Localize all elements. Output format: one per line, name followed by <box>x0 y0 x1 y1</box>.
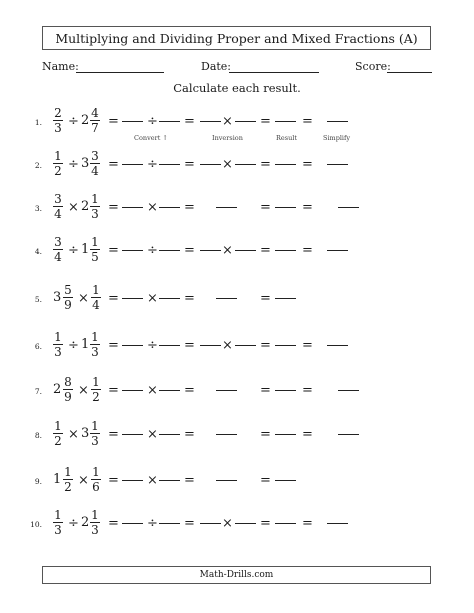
problem-row <box>0 504 474 540</box>
fraction-b <box>91 465 101 494</box>
date-label: Date: <box>201 60 232 73</box>
divide-sign: ÷ <box>147 243 158 258</box>
answer-blank[interactable] <box>235 164 256 165</box>
denominator: 3 <box>91 434 99 448</box>
operator: ÷ <box>68 157 79 172</box>
numerator: 4 <box>91 106 99 120</box>
numerator: 1 <box>92 283 100 297</box>
problem-row <box>0 231 474 267</box>
answer-blank[interactable] <box>275 250 296 251</box>
answer-blank[interactable] <box>338 434 359 435</box>
equals-sign: = <box>108 114 119 129</box>
equals-sign: = <box>302 114 313 129</box>
answer-blank[interactable] <box>159 523 180 524</box>
denominator: 2 <box>64 480 72 494</box>
equals-sign: = <box>260 157 271 172</box>
operator: × <box>78 383 89 398</box>
denominator: 3 <box>91 523 99 537</box>
times-sign: × <box>147 291 158 306</box>
problem-row <box>0 102 474 138</box>
answer-blank[interactable] <box>235 523 256 524</box>
hint-inversion: Inversion <box>212 134 243 142</box>
footer: Math-Drills.com <box>42 566 431 584</box>
answer-blank[interactable] <box>216 434 237 435</box>
fraction-b <box>91 375 101 404</box>
denominator: 3 <box>91 345 99 359</box>
whole-a: 2 <box>53 382 62 397</box>
answer-blank[interactable] <box>338 207 359 208</box>
denominator: 3 <box>54 345 62 359</box>
denominator: 9 <box>64 390 72 404</box>
answer-blank[interactable] <box>159 164 180 165</box>
fraction-a <box>53 106 63 135</box>
fraction-a <box>53 235 63 264</box>
denominator: 3 <box>54 121 62 135</box>
equals-sign: = <box>108 383 119 398</box>
operator: × <box>68 427 79 442</box>
answer-blank[interactable] <box>216 390 237 391</box>
answer-blank[interactable] <box>159 298 180 299</box>
operator: × <box>68 200 79 215</box>
problem-number: 5. <box>34 295 42 304</box>
answer-blank[interactable] <box>200 523 221 524</box>
answer-blank[interactable] <box>275 298 296 299</box>
answer-blank[interactable] <box>327 121 348 122</box>
denominator: 9 <box>64 298 72 312</box>
numerator: 3 <box>54 192 62 206</box>
operator: × <box>78 473 89 488</box>
answer-blank[interactable] <box>275 164 296 165</box>
operator: ÷ <box>68 516 79 531</box>
times-sign: × <box>222 516 233 531</box>
answer-blank[interactable] <box>159 207 180 208</box>
info-row <box>0 60 474 74</box>
problem-number: 10. <box>30 520 42 529</box>
answer-blank[interactable] <box>327 345 348 346</box>
numerator: 1 <box>91 192 99 206</box>
answer-blank[interactable] <box>275 390 296 391</box>
equals-sign: = <box>302 243 313 258</box>
worksheet-title: Multiplying and Dividing Proper and Mixed Fractions (A) <box>42 26 431 50</box>
equals-sign: = <box>184 114 195 129</box>
numerator: 8 <box>64 375 72 389</box>
divide-sign: ÷ <box>147 338 158 353</box>
equals-sign: = <box>108 243 119 258</box>
numerator: 5 <box>64 283 72 297</box>
problem-row <box>0 415 474 451</box>
answer-blank[interactable] <box>159 250 180 251</box>
problem-row <box>0 279 474 315</box>
answer-blank[interactable] <box>235 121 256 122</box>
whole-a: 1 <box>53 472 62 487</box>
equals-sign: = <box>260 427 271 442</box>
problem-number: 7. <box>34 387 42 396</box>
problem-number: 8. <box>34 431 42 440</box>
answer-blank[interactable] <box>122 390 143 391</box>
answer-blank[interactable] <box>122 207 143 208</box>
answer-blank[interactable] <box>275 480 296 481</box>
equals-sign: = <box>108 338 119 353</box>
equals-sign: = <box>108 291 119 306</box>
answer-blank[interactable] <box>200 121 221 122</box>
equals-sign: = <box>302 338 313 353</box>
numerator: 1 <box>54 149 62 163</box>
times-sign: × <box>222 338 233 353</box>
score-line[interactable] <box>387 72 432 73</box>
divide-sign: ÷ <box>147 516 158 531</box>
answer-blank[interactable] <box>159 480 180 481</box>
equals-sign: = <box>184 157 195 172</box>
whole-b: 2 <box>81 515 90 530</box>
equals-sign: = <box>260 473 271 488</box>
operator: ÷ <box>68 338 79 353</box>
fraction-b <box>91 283 101 312</box>
equals-sign: = <box>108 473 119 488</box>
equals-sign: = <box>108 427 119 442</box>
times-sign: × <box>147 473 158 488</box>
denominator: 4 <box>91 164 99 178</box>
denominator: 4 <box>92 298 100 312</box>
denominator: 7 <box>91 121 99 135</box>
denominator: 4 <box>54 250 62 264</box>
fraction-b <box>90 508 100 537</box>
denominator: 2 <box>54 434 62 448</box>
numerator: 3 <box>54 235 62 249</box>
answer-blank[interactable] <box>159 345 180 346</box>
equals-sign: = <box>260 516 271 531</box>
answer-blank[interactable] <box>159 121 180 122</box>
answer-blank[interactable] <box>159 390 180 391</box>
fraction-b <box>90 419 100 448</box>
fraction-a <box>63 465 73 494</box>
fraction-a <box>53 192 63 221</box>
answer-blank[interactable] <box>275 207 296 208</box>
denominator: 3 <box>91 207 99 221</box>
problem-number: 1. <box>34 118 42 127</box>
whole-b: 1 <box>81 337 90 352</box>
answer-blank[interactable] <box>275 121 296 122</box>
instructions: Calculate each result. <box>173 81 301 95</box>
problem-row <box>0 371 474 407</box>
equals-sign: = <box>184 473 195 488</box>
numerator: 1 <box>54 330 62 344</box>
times-sign: × <box>147 427 158 442</box>
problem-number: 3. <box>34 204 42 213</box>
hint-convert: Convert ↑ <box>134 134 168 142</box>
name-label: Name: <box>42 60 79 73</box>
fraction-b <box>90 330 100 359</box>
answer-blank[interactable] <box>216 298 237 299</box>
answer-blank[interactable] <box>159 434 180 435</box>
answer-blank[interactable] <box>122 298 143 299</box>
whole-b: 1 <box>81 242 90 257</box>
answer-blank[interactable] <box>275 434 296 435</box>
answer-blank[interactable] <box>122 434 143 435</box>
numerator: 1 <box>92 375 100 389</box>
answer-blank[interactable] <box>235 250 256 251</box>
equals-sign: = <box>260 383 271 398</box>
numerator: 3 <box>91 149 99 163</box>
answer-blank[interactable] <box>122 121 143 122</box>
equals-sign: = <box>184 200 195 215</box>
answer-blank[interactable] <box>216 207 237 208</box>
equals-sign: = <box>108 200 119 215</box>
score-label: Score: <box>355 60 391 73</box>
problem-row <box>0 188 474 224</box>
fraction-a <box>53 149 63 178</box>
denominator: 2 <box>54 164 62 178</box>
answer-blank[interactable] <box>327 164 348 165</box>
numerator: 1 <box>54 419 62 433</box>
answer-blank[interactable] <box>275 523 296 524</box>
equals-sign: = <box>184 243 195 258</box>
fraction-a <box>53 419 63 448</box>
date-line[interactable] <box>229 72 319 73</box>
times-sign: × <box>222 243 233 258</box>
fraction-b <box>90 106 100 135</box>
whole-b: 3 <box>81 156 90 171</box>
equals-sign: = <box>302 383 313 398</box>
fraction-a <box>63 283 73 312</box>
hint-result: Result <box>276 134 297 142</box>
times-sign: × <box>222 114 233 129</box>
equals-sign: = <box>184 383 195 398</box>
answer-blank[interactable] <box>327 250 348 251</box>
answer-blank[interactable] <box>200 345 221 346</box>
problem-number: 2. <box>34 161 42 170</box>
problem-row <box>0 326 474 362</box>
numerator: 1 <box>91 330 99 344</box>
equals-sign: = <box>302 516 313 531</box>
denominator: 6 <box>92 480 100 494</box>
problem-row <box>0 461 474 497</box>
equals-sign: = <box>184 516 195 531</box>
fraction-b <box>90 235 100 264</box>
numerator: 2 <box>54 106 62 120</box>
times-sign: × <box>222 157 233 172</box>
answer-blank[interactable] <box>122 345 143 346</box>
answer-blank[interactable] <box>216 480 237 481</box>
name-line[interactable] <box>76 72 164 73</box>
operator: ÷ <box>68 114 79 129</box>
numerator: 1 <box>91 419 99 433</box>
equals-sign: = <box>260 338 271 353</box>
numerator: 1 <box>54 508 62 522</box>
whole-b: 2 <box>81 199 90 214</box>
fraction-b <box>90 149 100 178</box>
denominator: 5 <box>91 250 99 264</box>
equals-sign: = <box>260 114 271 129</box>
answer-blank[interactable] <box>275 345 296 346</box>
answer-blank[interactable] <box>200 250 221 251</box>
answer-blank[interactable] <box>122 250 143 251</box>
fraction-a <box>53 508 63 537</box>
answer-blank[interactable] <box>122 164 143 165</box>
fraction-b <box>90 192 100 221</box>
answer-blank[interactable] <box>200 164 221 165</box>
whole-b: 2 <box>81 113 90 128</box>
times-sign: × <box>147 200 158 215</box>
equals-sign: = <box>108 157 119 172</box>
equals-sign: = <box>302 200 313 215</box>
problem-number: 9. <box>34 477 42 486</box>
denominator: 3 <box>54 523 62 537</box>
answer-blank[interactable] <box>338 390 359 391</box>
answer-blank[interactable] <box>235 345 256 346</box>
numerator: 1 <box>64 465 72 479</box>
problem-number: 4. <box>34 247 42 256</box>
equals-sign: = <box>184 338 195 353</box>
fraction-a <box>63 375 73 404</box>
equals-sign: = <box>260 200 271 215</box>
divide-sign: ÷ <box>147 114 158 129</box>
equals-sign: = <box>302 157 313 172</box>
denominator: 2 <box>92 390 100 404</box>
equals-sign: = <box>260 291 271 306</box>
answer-blank[interactable] <box>122 523 143 524</box>
numerator: 1 <box>92 465 100 479</box>
problem-row <box>0 145 474 181</box>
divide-sign: ÷ <box>147 157 158 172</box>
equals-sign: = <box>184 427 195 442</box>
answer-blank[interactable] <box>122 480 143 481</box>
hint-simplify: Simplify <box>323 134 351 142</box>
equals-sign: = <box>260 243 271 258</box>
operator: ÷ <box>68 243 79 258</box>
times-sign: × <box>147 383 158 398</box>
whole-a: 3 <box>53 290 62 305</box>
fraction-a <box>53 330 63 359</box>
equals-sign: = <box>184 291 195 306</box>
whole-b: 3 <box>81 426 90 441</box>
problem-number: 6. <box>34 342 42 351</box>
operator: × <box>78 291 89 306</box>
numerator: 1 <box>91 235 99 249</box>
denominator: 4 <box>54 207 62 221</box>
answer-blank[interactable] <box>327 523 348 524</box>
equals-sign: = <box>108 516 119 531</box>
equals-sign: = <box>302 427 313 442</box>
numerator: 1 <box>91 508 99 522</box>
